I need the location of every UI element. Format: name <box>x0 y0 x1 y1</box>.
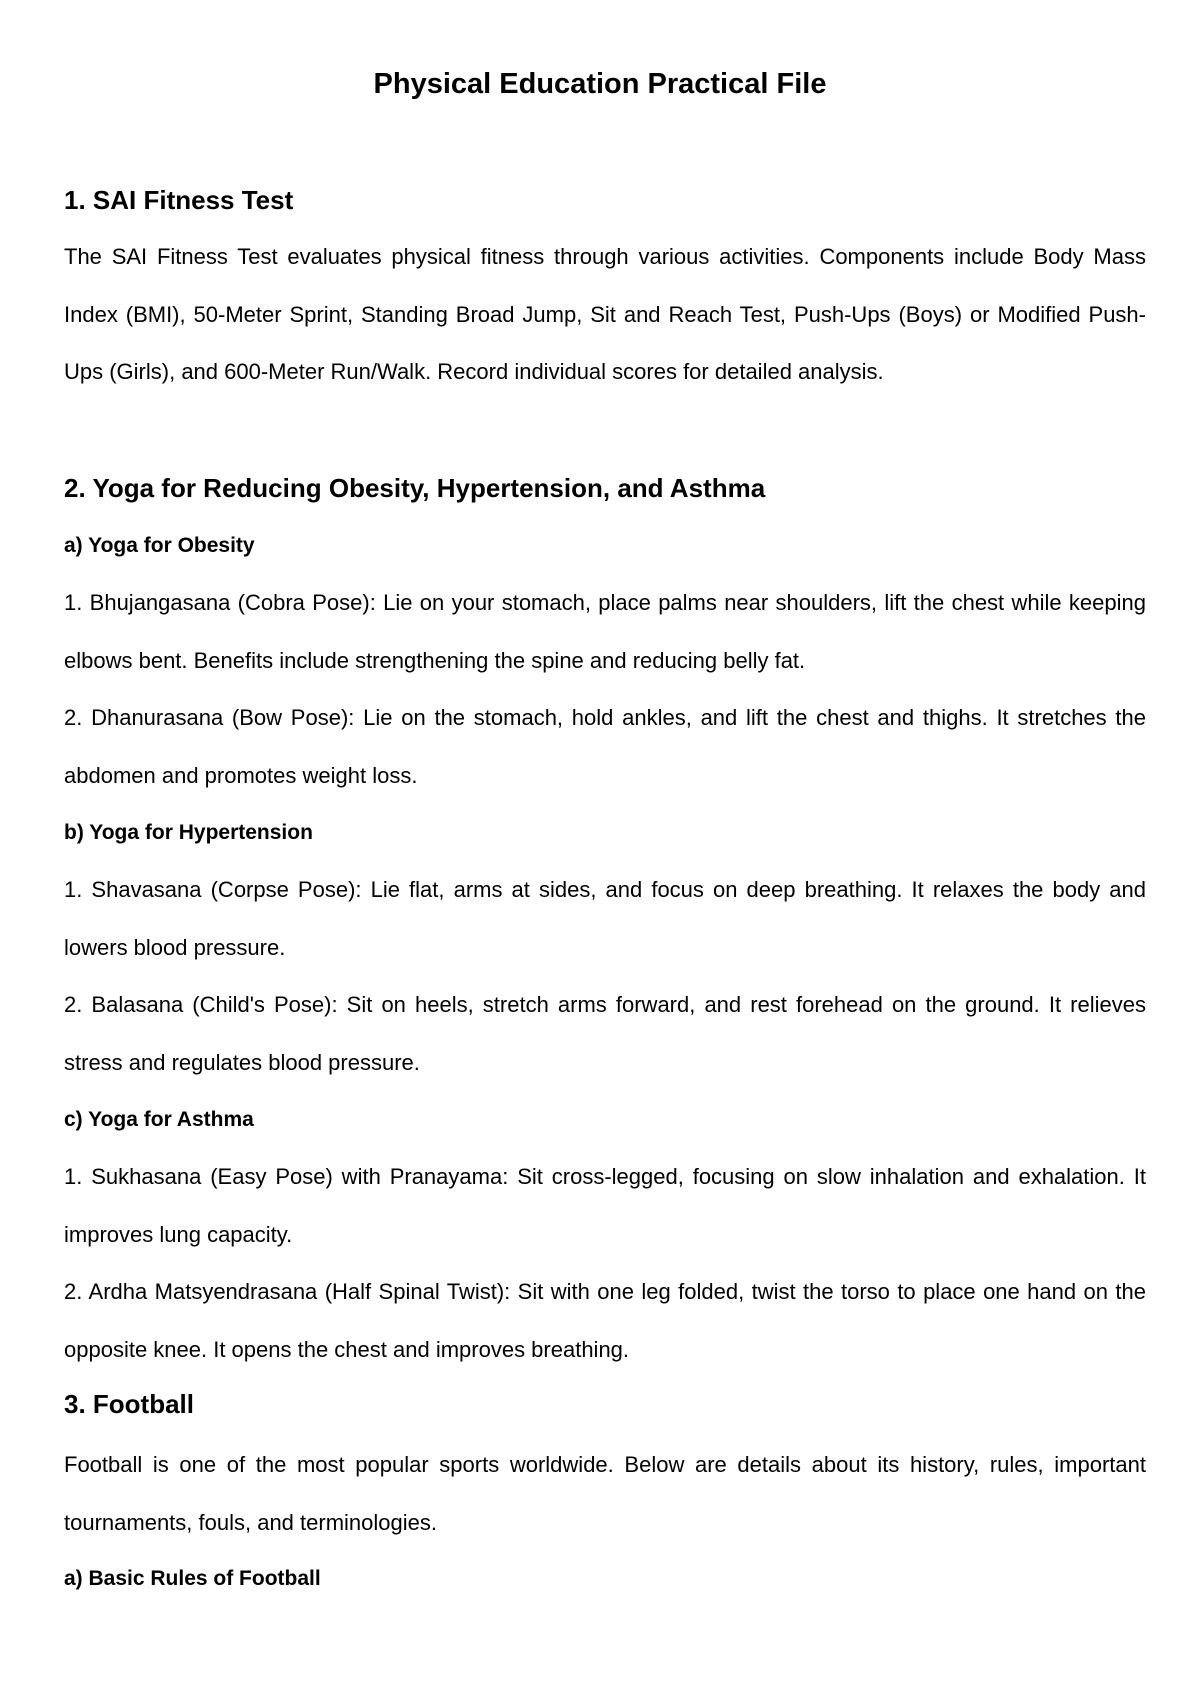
yoga-obesity-item-1: 1. Bhujangasana (Cobra Pose): Lie on your stomach, place palms near shoulders, lift the chest while keeping elbows bent. Benefits include strengthening the spine and reducing belly fat. <box>64 590 1146 673</box>
yoga-hypertension-item-2: 2. Balasana (Child's Pose): Sit on heels, stretch arms forward, and rest forehead on the ground. It relieves stress and regulates blood pressure. <box>64 992 1146 1075</box>
football-intro-paragraph: Football is one of the most popular sports worldwide. Below are details about its history, rules, important tournaments, fouls, and terminologies. <box>64 1452 1146 1535</box>
section-heading-football: 3. Football <box>64 1389 194 1419</box>
section-heading-yoga: 2. Yoga for Reducing Obesity, Hypertension, and Asthma <box>64 473 766 503</box>
yoga-asthma-item-2: 2. Ardha Matsyendrasana (Half Spinal Twist): Sit with one leg folded, twist the torso to place one hand on the opposite knee. It opens the chest and improves breathing. <box>64 1279 1146 1362</box>
yoga-hypertension-item-1: 1. Shavasana (Corpse Pose): Lie flat, arms at sides, and focus on deep breathing. It relaxes the body and lowers blood pressure. <box>64 877 1146 960</box>
subheading-yoga-obesity: a) Yoga for Obesity <box>64 534 255 557</box>
subheading-football-rules: a) Basic Rules of Football <box>64 1567 321 1590</box>
document-title: Physical Education Practical File <box>373 68 827 100</box>
sai-fitness-paragraph: The SAI Fitness Test evaluates physical fitness through various activities. Components include Body Mass Index (BMI), 50-Meter Sprint, Standing Broad Jump, Sit and Reach Test, Push-Ups (Boys) or Modified Push-Ups (Girls), and 600-Meter Run/Walk. Record individual scores for detailed analysis. <box>64 244 1146 384</box>
yoga-obesity-item-2: 2. Dhanurasana (Bow Pose): Lie on the stomach, hold ankles, and lift the chest and thighs. It stretches the abdomen and promotes weight loss. <box>64 705 1146 788</box>
yoga-asthma-item-1: 1. Sukhasana (Easy Pose) with Pranayama: Sit cross-legged, focusing on slow inhalation and exhalation. It improves lung capacity. <box>64 1164 1146 1247</box>
subheading-yoga-hypertension: b) Yoga for Hypertension <box>64 821 313 844</box>
subheading-yoga-asthma: c) Yoga for Asthma <box>64 1108 254 1131</box>
section-heading-sai-fitness-test: 1. SAI Fitness Test <box>64 185 294 215</box>
